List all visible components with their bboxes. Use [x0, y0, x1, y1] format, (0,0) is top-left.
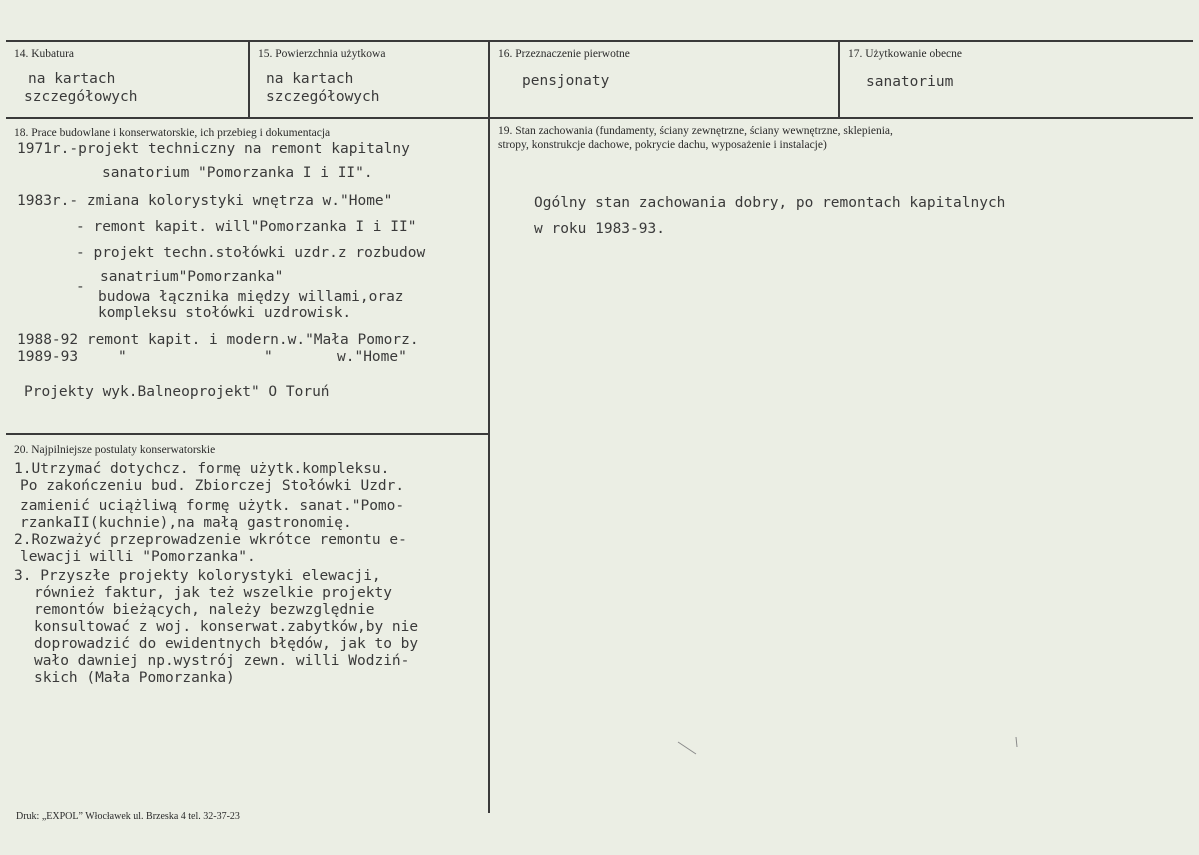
field-15-value-line1: na kartach — [266, 71, 354, 87]
field-14-value-line1: na kartach — [28, 71, 116, 87]
field-20-line: lewacji willi "Pomorzanka". — [20, 549, 256, 565]
field-18-line: 1989-93 — [17, 349, 79, 365]
field-14-value-line2: szczegółowych — [24, 89, 138, 105]
field-18-line: 1988-92 remont kapit. i modern.w."Mała Pomorz. — [17, 332, 419, 348]
field-18-line: kompleksu stołówki uzdrowisk. — [98, 305, 352, 321]
field-18-line: 1971r.-projekt techniczny na remont kapitalny — [17, 141, 410, 157]
field-20-line: rzankaII(kuchnie),na małą gastronomię. — [20, 515, 352, 531]
field-19-label: 19. Stan zachowania (fundamenty, ściany zewnętrzne, ściany wewnętrzne, sklepienia, stropy, konstrukcje dachowe, pokrycie dachu, wyposażenie i instalacje) — [498, 125, 893, 151]
field-18-ditto-mark: " — [118, 349, 127, 365]
field-20-line: remontów bieżących, należy bezwzględnie — [34, 602, 375, 618]
field-20-line: 3. Przyszłe projekty kolorystyki elewacji, — [14, 568, 381, 584]
field-18-line: - remont kapit. will"Pomorzanka I i II" — [76, 219, 417, 235]
top-rule — [6, 40, 1193, 42]
divider-16-17 — [838, 40, 840, 118]
field-20-line: 1.Utrzymać dotychcz. formę użytk.kompleksu. — [14, 461, 390, 477]
field-20-line: zamienić uciążliwą formę użytk. sanat."Pomo- — [20, 498, 405, 514]
field-20-line: 2.Rozważyć przeprowadzenie wkrótce remontu e- — [14, 532, 407, 548]
field-18-line: - — [76, 279, 85, 295]
stray-pencil-mark — [1012, 735, 1022, 751]
field-18-line: w."Home" — [337, 349, 407, 365]
divider-14-15 — [248, 40, 250, 118]
field-20-line: skich (Mała Pomorzanka) — [34, 670, 235, 686]
field-18-line: 1983r.- zmiana kolorystyki wnętrza w."Home" — [17, 193, 393, 209]
field-15-value-line2: szczegółowych — [266, 89, 380, 105]
field-19-line: Ogólny stan zachowania dobry, po remontach kapitalnych — [534, 195, 1006, 211]
field-14-label: 14. Kubatura — [14, 48, 75, 60]
field-18-label: 18. Prace budowlane i konserwatorskie, ich przebieg i dokumentacja — [14, 127, 331, 139]
section18-bottom-rule — [6, 433, 489, 435]
field-18-line: budowa łącznika między willami,oraz — [98, 289, 404, 305]
row1-bottom-rule — [6, 117, 1193, 119]
field-20-line: doprowadzić do ewidentnych błędów, jak to by — [34, 636, 419, 652]
field-20-line: Po zakończeniu bud. Zbiorczej Stołówki Uzdr. — [20, 478, 405, 494]
field-17-value: sanatorium — [866, 74, 954, 90]
field-18-line: sanatrium"Pomorzanka" — [100, 269, 284, 285]
main-vertical-divider — [488, 40, 490, 813]
field-18-line: - projekt techn.stołówki uzdr.z rozbudow — [76, 245, 426, 261]
field-16-label: 16. Przeznaczenie pierwotne — [498, 48, 630, 60]
field-19-line: w roku 1983-93. — [534, 221, 665, 237]
field-20-label: 20. Najpilniejsze postulaty konserwatorskie — [14, 444, 216, 456]
field-18-line: sanatorium "Pomorzanka I i II". — [102, 165, 373, 181]
field-15-label: 15. Powierzchnia użytkowa — [258, 48, 386, 60]
field-20-line: konsultować z woj. konserwat.zabytków,by nie — [34, 619, 419, 635]
stray-pencil-mark — [676, 740, 700, 758]
field-17-label: 17. Użytkowanie obecne — [848, 48, 963, 60]
field-16-value: pensjonaty — [522, 73, 610, 89]
field-20-line: również faktur, jak też wszelkie projekty — [34, 585, 392, 601]
field-18-line: Projekty wyk.Balneoprojekt" O Toruń — [24, 384, 330, 400]
field-20-line: wało dawniej np.wystrój zewn. willi Wodziń- — [34, 653, 410, 669]
field-18-ditto-mark: " — [264, 349, 273, 365]
printer-imprint: Druk: „EXPOL” Włocławek ul. Brzeska 4 tel. 32-37-23 — [16, 811, 240, 822]
